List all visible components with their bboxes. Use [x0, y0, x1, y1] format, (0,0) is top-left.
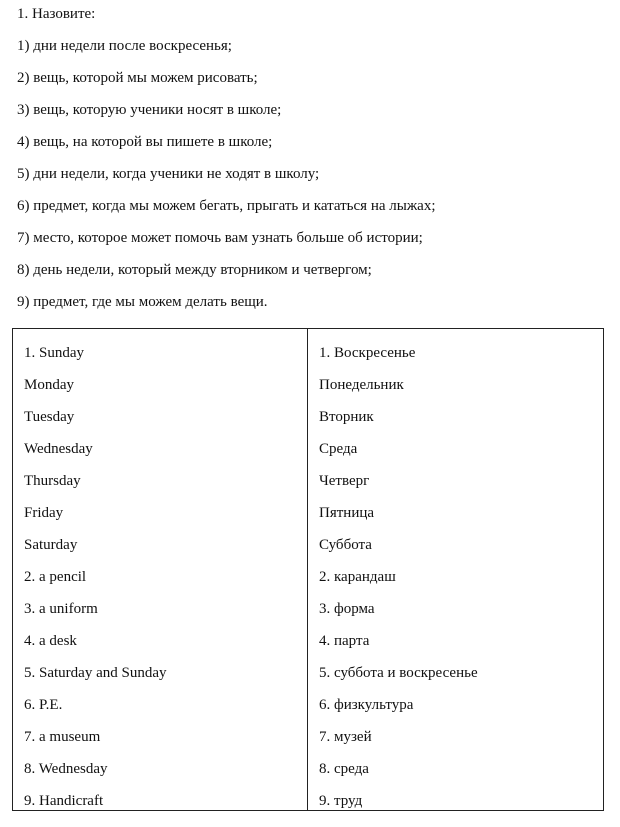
- english-answer-cell: Friday: [24, 505, 64, 521]
- question-item: 6) предмет, когда мы можем бегать, прыгать и кататься на лыжах;: [17, 198, 436, 214]
- english-answer-cell: 5. Saturday and Sunday: [24, 665, 167, 681]
- russian-answer-cell: 5. суббота и воскресенье: [319, 665, 478, 681]
- russian-answer-cell: 4. парта: [319, 633, 370, 649]
- question-item: 3) вещь, которую ученики носят в школе;: [17, 102, 282, 118]
- english-column: [13, 329, 308, 810]
- english-answer-cell: Wednesday: [24, 441, 93, 457]
- question-item: 1) дни недели после воскресенья;: [17, 38, 232, 54]
- russian-column: [308, 329, 603, 810]
- russian-answer-cell: 2. карандаш: [319, 569, 396, 585]
- english-answer-cell: Tuesday: [24, 409, 75, 425]
- russian-answer-cell: 8. среда: [319, 761, 369, 777]
- english-answer-cell: 9. Handicraft: [24, 793, 104, 809]
- english-answer-cell: 7. a museum: [24, 729, 101, 745]
- russian-answer-cell: Среда: [319, 441, 358, 457]
- russian-answer-cell: Вторник: [319, 409, 374, 425]
- russian-answer-cell: Четверг: [319, 473, 370, 489]
- question-item: 9) предмет, где мы можем делать вещи.: [17, 294, 268, 310]
- question-item: 2) вещь, которой мы можем рисовать;: [17, 70, 258, 86]
- english-answer-cell: 3. a uniform: [24, 601, 98, 617]
- english-answer-cell: Thursday: [24, 473, 81, 489]
- english-answer-cell: 2. a pencil: [24, 569, 87, 585]
- russian-answer-cell: 6. физкультура: [319, 697, 414, 713]
- question-item: 4) вещь, на которой вы пишете в школе;: [17, 134, 273, 150]
- english-answer-cell: Monday: [24, 377, 74, 393]
- english-answer-cell: 6. P.E.: [24, 697, 63, 713]
- answer-table: [12, 328, 604, 811]
- english-answer-cell: 4. a desk: [24, 633, 77, 649]
- russian-answer-cell: 7. музей: [319, 729, 372, 745]
- question-item: 7) место, которое может помочь вам узнать больше об истории;: [17, 230, 423, 246]
- russian-answer-cell: 1. Воскресенье: [319, 345, 416, 361]
- question-item: 8) день недели, который между вторником и четвергом;: [17, 262, 372, 278]
- english-answer-cell: Saturday: [24, 537, 78, 553]
- task-title: 1. Назовите:: [17, 6, 96, 22]
- russian-answer-cell: Понедельник: [319, 377, 404, 393]
- question-item: 5) дни недели, когда ученики не ходят в школу;: [17, 166, 320, 182]
- russian-answer-cell: 9. труд: [319, 793, 363, 809]
- russian-answer-cell: Пятница: [319, 505, 375, 521]
- english-answer-cell: 1. Sunday: [24, 345, 84, 361]
- russian-answer-cell: 3. форма: [319, 601, 375, 617]
- task-questions: [17, 0, 436, 318]
- english-answer-cell: 8. Wednesday: [24, 761, 108, 777]
- russian-answer-cell: Суббота: [319, 537, 372, 553]
